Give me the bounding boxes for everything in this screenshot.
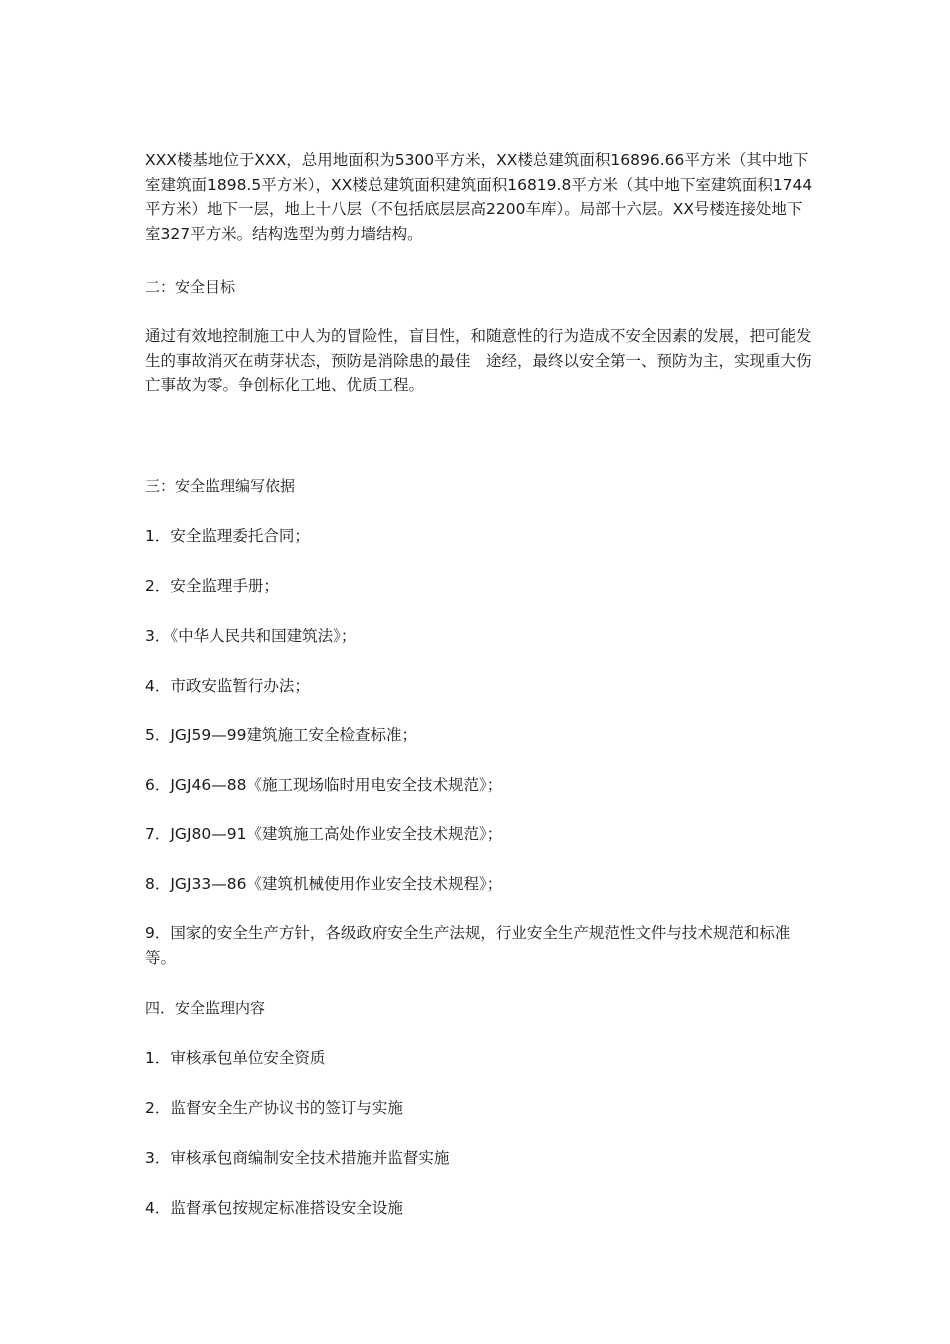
section-4-item-2: 2．监督安全生产协议书的签订与实施 [145,1099,403,1117]
section-3-item-3: 3．《中华人民共和国建筑法》； [145,627,357,645]
section-4-title: 四．安全监理内容 [145,999,266,1017]
section-3-item-8: 8．JGJ33—86《建筑机械使用作业安全技术规程》； [145,875,503,893]
section-3-item-6: 6．JGJ46—88《施工现场临时用电安全技术规范》； [145,776,503,794]
section-3-item-5: 5．JGJ59—99建筑施工安全检查标准； [145,726,417,744]
intro-paragraph: XXX楼基地位于XXX，总用地面积为5300平方米，XX楼总建筑面积16896.66平方米（其中地下室建筑面1898.5平方米），XX楼总建筑面积建筑面积16819.8平方米（其中地下室建筑面积1744平方米）地下一层，地上十八层（不包括底层层高2200车库）。局部十六层。XX号楼连接处地下室327平方米。结构选型为剪力墙结构。 [145,151,813,243]
section-4-item-1: 1．审核承包单位安全资质 [145,1049,326,1067]
section-3-item-7: 7．JGJ80—91《建筑施工高处作业安全技术规范》； [145,825,503,843]
section-3-item-2: 2．安全监理手册； [145,577,279,595]
section-2-body: 通过有效地控制施工中人为的冒险性，盲目性，和随意性的行为造成不安全因素的发展，把可能发生的事故消灭在萌芽状态，预防是消除患的最佳 途经，最终以安全第一、预防为主，实现重大伤亡事故为零。争创标化工地、优质工程。 [145,327,812,394]
section-3-title: 三：安全监理编写依据 [145,477,296,495]
section-4-item-4: 4．监督承包按规定标准搭设安全设施 [145,1199,403,1217]
section-3-item-4: 4．市政安监暂行办法； [145,677,310,695]
section-2-title: 二：安全目标 [145,278,236,296]
section-4-item-3: 3．审核承包商编制安全技术措施并监督实施 [145,1149,450,1167]
section-3-item-1: 1．安全监理委托合同； [145,527,310,545]
section-3-item-9: 9．国家的安全生产方针，各级政府安全生产法规，行业安全生产规范性文件与技术规范和标准等。 [145,924,791,967]
